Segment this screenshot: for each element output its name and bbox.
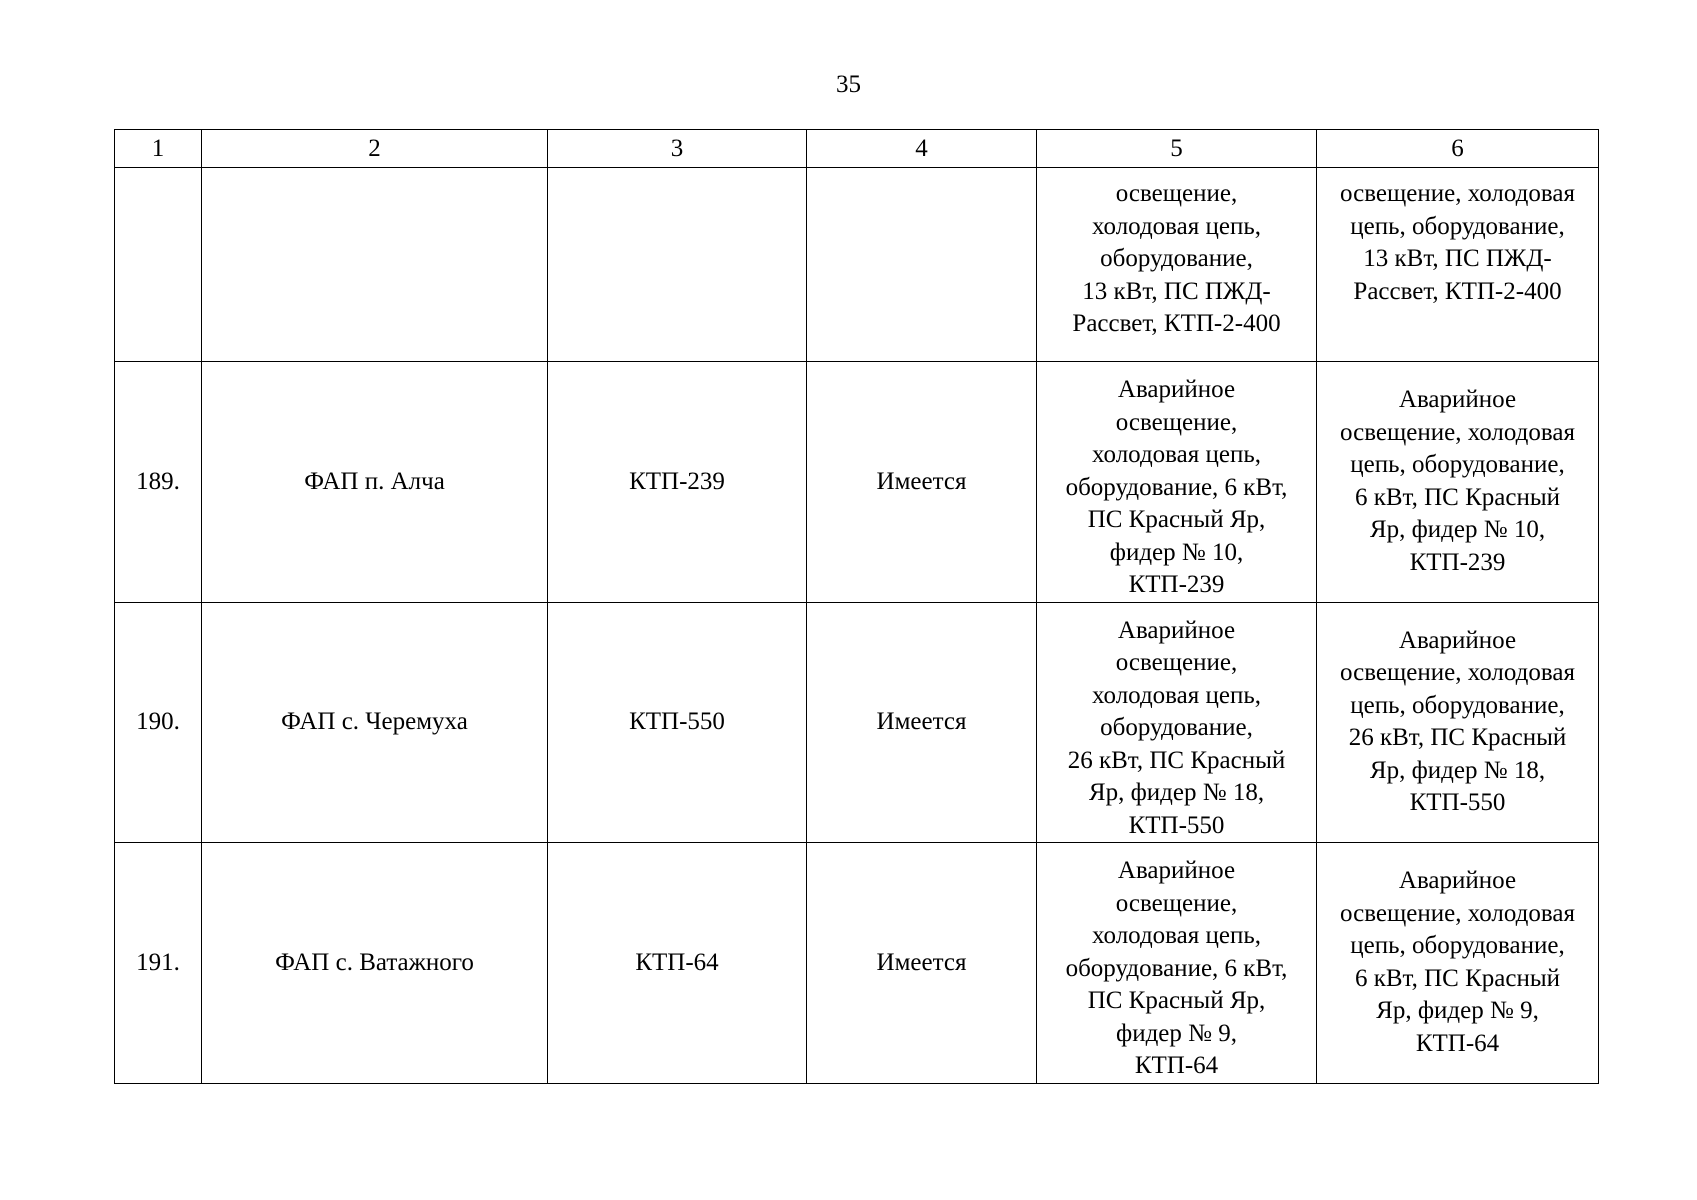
text-line: 6 кВт, ПС Красный xyxy=(1354,964,1561,992)
power-details-cell xyxy=(1037,168,1317,362)
text-line: освещение, xyxy=(1115,889,1238,917)
text-line: освещение, холодовая xyxy=(1340,659,1575,687)
text-line: цепь, оборудование, xyxy=(1350,451,1565,479)
empty-cell xyxy=(548,168,807,362)
row-number: 189. xyxy=(115,362,202,603)
availability-status: Имеется xyxy=(807,362,1037,603)
text-line: освещение, xyxy=(1115,408,1238,436)
text-line: Аварийное xyxy=(1398,386,1517,414)
header-row xyxy=(115,130,1599,168)
header-cell-3: 3 xyxy=(548,130,807,168)
text-line: ПС Красный Яр, xyxy=(1087,987,1266,1014)
text-line: освещение, холодовая xyxy=(1340,899,1575,927)
text-line: холодовая цепь, xyxy=(1091,681,1262,709)
text-line: КТП-239 xyxy=(1128,571,1225,598)
text-line: КТП-550 xyxy=(1128,811,1225,839)
power-details-cell xyxy=(1317,602,1599,843)
substation-id: КТП-550 xyxy=(548,602,807,843)
text-line: оборудование, xyxy=(1100,245,1253,272)
text-line: холодовая цепь, xyxy=(1091,441,1262,468)
text-line: 13 кВт, ПС ПЖД- xyxy=(1363,245,1552,272)
table-row xyxy=(115,843,1599,1084)
power-details-cell xyxy=(1317,168,1599,362)
text-line: Аварийное xyxy=(1117,376,1236,403)
header-cell-5: 5 xyxy=(1037,130,1317,168)
empty-cell xyxy=(807,168,1037,362)
text-line: КТП-550 xyxy=(1409,789,1506,817)
substation-id: КТП-239 xyxy=(548,362,807,603)
power-details-cell xyxy=(1037,602,1317,843)
availability-status: Имеется xyxy=(807,602,1037,843)
table-row xyxy=(115,362,1599,603)
header-cell-1: 1 xyxy=(115,130,202,168)
text-line: Аварийное xyxy=(1117,857,1236,884)
table-row-continuation xyxy=(115,168,1599,362)
text-line: Рассвет, КТП-2-400 xyxy=(1353,277,1562,305)
text-line: оборудование, 6 кВт, xyxy=(1065,954,1288,982)
text-line: освещение, xyxy=(1115,649,1238,676)
text-line: оборудование, xyxy=(1100,714,1253,741)
empty-cell xyxy=(115,168,202,362)
text-line: освещение, xyxy=(1115,180,1238,207)
text-line: цепь, оборудование, xyxy=(1350,691,1565,719)
text-line: освещение, холодовая xyxy=(1340,418,1575,446)
text-line: КТП-64 xyxy=(1415,1029,1500,1057)
power-details-cell xyxy=(1317,843,1599,1084)
table-row xyxy=(115,602,1599,843)
power-details-cell xyxy=(1037,362,1317,603)
text-line: Яр, фидер № 18, xyxy=(1369,756,1546,784)
availability-status: Имеется xyxy=(807,843,1037,1084)
text-line: оборудование, 6 кВт, xyxy=(1065,473,1288,501)
text-line: Яр, фидер № 10, xyxy=(1369,516,1546,544)
substation-id: КТП-64 xyxy=(548,843,807,1084)
text-line: Аварийное xyxy=(1398,867,1517,895)
text-line: Рассвет, КТП-2-400 xyxy=(1072,310,1281,337)
text-line: КТП-64 xyxy=(1134,1052,1219,1079)
facility-name: ФАП с. Черемуха xyxy=(202,602,548,843)
facility-name: ФАП п. Алча xyxy=(202,362,548,603)
power-details-cell xyxy=(1037,843,1317,1084)
text-line: фидер № 9, xyxy=(1116,1019,1237,1047)
text-line: освещение, холодовая xyxy=(1340,180,1575,207)
text-line: Яр, фидер № 18, xyxy=(1088,779,1265,806)
text-line: фидер № 10, xyxy=(1109,538,1244,566)
facility-name: ФАП с. Ватажного xyxy=(202,843,548,1084)
text-line: холодовая цепь, xyxy=(1091,212,1262,240)
power-details-cell xyxy=(1317,362,1599,603)
text-line: Аварийное xyxy=(1117,616,1236,644)
header-cell-2: 2 xyxy=(202,130,548,168)
text-line: цепь, оборудование, xyxy=(1350,212,1565,240)
text-line: 26 кВт, ПС Красный xyxy=(1067,746,1286,774)
text-line: Яр, фидер № 9, xyxy=(1376,997,1539,1025)
text-line: КТП-239 xyxy=(1409,548,1506,576)
text-line: холодовая цепь, xyxy=(1091,922,1262,949)
text-line: 13 кВт, ПС ПЖД- xyxy=(1082,277,1271,305)
row-number: 190. xyxy=(115,602,202,843)
empty-cell xyxy=(202,168,548,362)
text-line: ПС Красный Яр, xyxy=(1087,506,1266,533)
text-line: цепь, оборудование, xyxy=(1350,932,1565,960)
header-cell-4: 4 xyxy=(807,130,1037,168)
text-line: 6 кВт, ПС Красный xyxy=(1354,483,1561,511)
page-number: 35 xyxy=(836,71,861,98)
text-line: 26 кВт, ПС Красный xyxy=(1348,724,1567,752)
text-line: Аварийное xyxy=(1398,626,1517,654)
data-table xyxy=(114,129,1599,1084)
row-number: 191. xyxy=(115,843,202,1084)
header-cell-6: 6 xyxy=(1317,130,1599,168)
